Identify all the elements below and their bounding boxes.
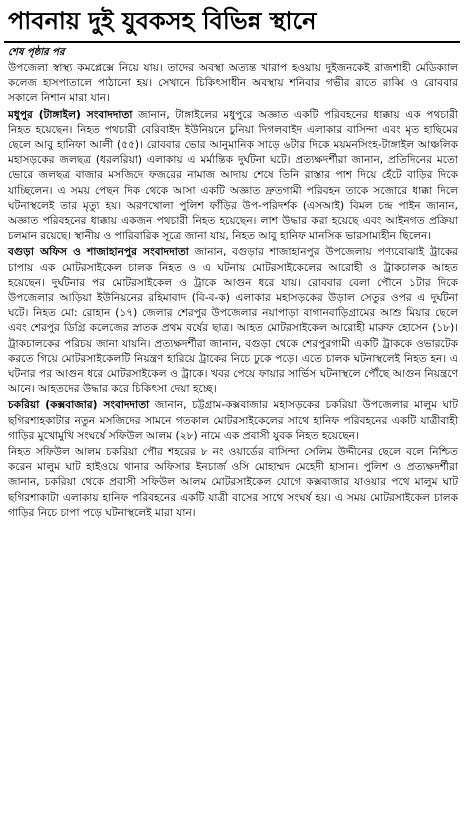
dateline-madhupur: মধুপুর (টাঙ্গাইল) সংবাদদাতা	[8, 108, 133, 121]
dateline-chakaria: চকরিয়া (কক্সবাজার) সংবাদদাতা	[8, 399, 150, 412]
paragraph-chakaria-detail: নিহত সফিউল আলম চকরিয়া পৌর শহরের ৮ নং ওয়ার্ডের বাসিন্দা সেলিম উদ্দীনের ছেলে বলে নিশ্চিত করেন মালুম ঘাট হাইওয়ে থানার অফিসার ইনচার্জ ওসি মোহাম্মদ মেহেদী হাসান। পুলিশ ও প্রত্যক্ষদর্শীরা জানান, চকরিয়া থেকে প্রবাসী সফিউল আলম মোটরসাইকেল যোগে কক্সবাজার যাওয়ার পথে মালুম ঘাট ছগিরশাকাটা এলাকায় হানিফ পরিবহনের একটি যাত্রী বাসের সাথে সংঘর্ষ হয়। এ সময় মোটরসাইকেল চালক গাড়ির নিচে চাপা পড়ে ঘটনাস্থলেই মারা যান।	[8, 446, 458, 519]
dateline-bogura: বগুড়া অফিস ও শাজাহানপুর সংবাদদাতা	[8, 246, 189, 259]
continued-from-label: শেষ পৃষ্ঠার পর	[8, 47, 65, 58]
paragraph-madhupur: মধুপুর (টাঙ্গাইল) সংবাদদাতা জানান, টাঙ্গাইলের মধুপুরে অজ্ঞাত একটি পরিবহনের ধাক্কায় এক পথচারী নিহত হয়েছেন। নিহত পথচারী বেরিবাইদ ইউনিয়নে চুনিয়া দিগলবাইদ এলাকার বাসিন্দা এবং মৃত হাছিমের ছেলে আবু হানিফা আলী (৫৫)। রোববার ভোর আনুমানিক সাড়ে ৬টার দিকে ময়মনসিংহ-টাঙ্গাইল আঞ্চলিক মহাসড়কের জলছত্র (ধরলরিয়া) এলাকায় এ মর্মান্তিক দুর্ঘটনা ঘটে। প্রত্যক্ষদর্শীরা জানান, প্রতিদিনের মতো ভোরে জলছত্র বাজার মসজিদে ফজরের নামাজ আদায় শেষে তিনি রাস্তার পাশ দিয়ে হেঁটে বাড়ির দিকে যাচ্ছিলেন। এ সময় পেছন দিক থেকে আসা একটি অজ্ঞাত দ্রুতগামী পরিবহন তাকে সজোরে ধাক্কা দিলে ঘটনাস্থলেই তার মৃত্যু হয়। অরণখোলা পুলিশ ফাঁড়ির উপ-পরিদর্শক (এসআই) বিমল চন্দ্র পাইন জানান, অজ্ঞাত পরিবহনের ধাক্কায় একজন পথচারী নিহত হয়েছেন। লাশ উদ্ধার করা হয়েছে এবং আইনগত প্রক্রিয়া চলমান রয়েছে। স্থানীয় ও পারিবারিক সূত্রে জানা যায়, নিহত আবু হানিফ মানসিক ভারসাম্যহীন ছিলেন।	[8, 108, 458, 243]
article-body	[0, 61, 464, 521]
paragraph-pabna: উপজেলা স্বাস্থ্য কমপ্লেক্সে নিয়ে যায়। তাদের অবস্থা অত্যন্ত খারাপ হওয়ায় দুইজনকেই রাজশাহী মেডিক্যাল কলেজ হাসপাতালে পাঠানো হয়। সেখানে চিকিৎসাধীন অবস্থায় শনিবার গভীর রাতে রাব্বি ও রোববার সকালে নিশান মারা যান।	[8, 62, 458, 105]
paragraph-chakaria: চকরিয়া (কক্সবাজার) সংবাদদাতা জানান, চট্টগ্রাম-কক্সবাজার মহাসড়কের চকরিয়া উপজেলার মালুম ঘাট ছগিরশাহকাটার নতুন মসজিদের সামনে গতকাল মোটরসাইকেলের সাথে হানিফ পরিবহনের একটি যাত্রীবাহী গাড়ির মুখোমুখি সংঘর্ষে সফিউল আলম (২৮) নামে এক প্রবাসী যুবক নিহত হয়েছেন।	[8, 399, 458, 442]
paragraph-bogura: বগুড়া অফিস ও শাজাহানপুর সংবাদদাতা জানান, বগুড়ার শাজাহানপুর উপজেলায় পণ্যবোঝাই ট্রাকের চাপায় এক মোটরসাইকেল চালক নিহত ও এ ঘটনায় মোটরসাইকেলের আরোহী ও ট্রাকচালক আহত হয়েছেন। দুর্ঘটনার পর মোটরসাইকেল ও ট্রাকে আগুন ধরে যায়। রোববার বেলা পৌনে ১টার দিকে উপজেলার আড়িয়া ইউনিয়নের রহিমাবাদ (বি-ব-ক) এলাকার মহাসড়কের উড়াল সেতুর ওপর এ দুর্ঘটনা ঘটে। নিহত মো: রোহান (১৭) জেলার শেরপুর উপজেলার নয়াপাড়া বাগানবাড়িগ্রামের আশু মিয়ার ছেলে এবং শেরপুর ডিগ্রি কলেজের স্নাতক প্রথম বর্ষের ছাত্র। আহত মোটরসাইকেল আরোহী মারুফ হোসেন (১৮)। ট্রাকচালকের পরিচয় জানা যায়নি। প্রত্যক্ষদর্শীরা জানান, বগুড়া থেকে শেরপুরগামী একটি ট্রাককে ওভারটেক করতে গিয়ে মোটরসাইকেলটি নিয়ন্ত্রণ হারিয়ে ট্রাকের নিচে ঢুকে পড়ে। এতে চালক ঘটনাস্থলেই নিহত হন। এ ঘটনার পর আগুন ধরে মোটরসাইকেল ও ট্রাকে। খবর পেয়ে ফায়ার সার্ভিস ঘটনাস্থলে পৌঁছে আগুন নিয়ন্ত্রণে আনে। আহতদের উদ্ধার করে চিকিৎসা দেয়া হচ্ছে।	[8, 246, 459, 396]
headline: পাবনায় দুই যুবকসহ বিভিন্ন স্থানে	[8, 7, 317, 35]
